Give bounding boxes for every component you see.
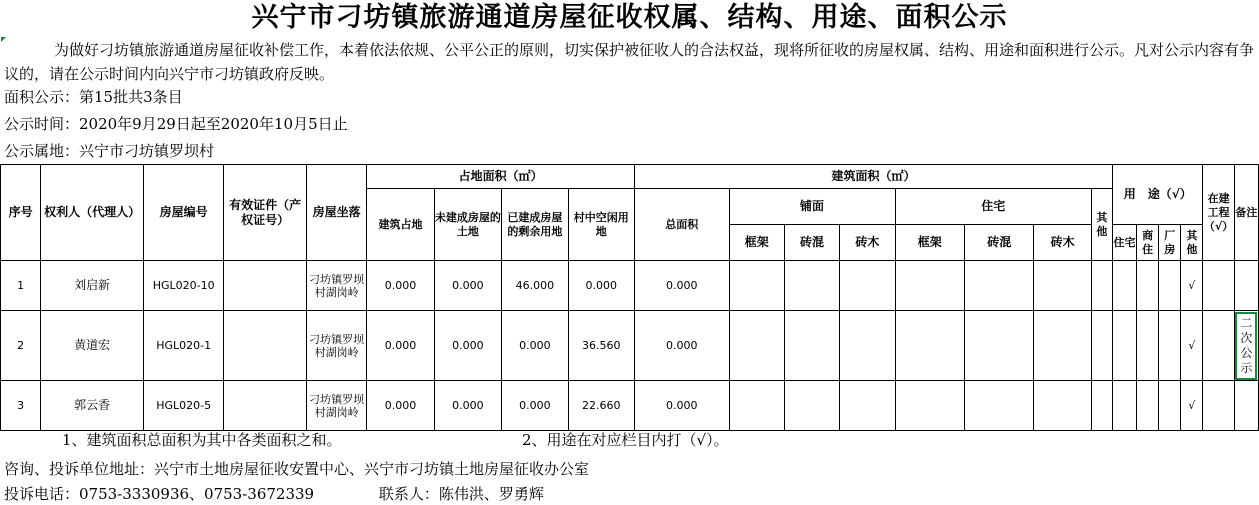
cell-built-remaining: 46.000 [502,261,568,311]
header-built-land: 建筑占地 [367,189,434,261]
header-house-no: 房屋编号 [143,165,224,261]
cell-unbuilt-land: 0.000 [434,311,501,381]
cell-remark [1234,381,1258,431]
cell-seq: 2 [1,311,41,381]
header-usage: 用 途（√） [1112,165,1203,225]
cell-empty [840,381,895,431]
footer-phone: 投诉电话：0753-3330936、0753-3672339 [4,485,315,503]
note-usage: 2、用途在对应栏目内打（√）。 [522,431,729,449]
cell-empty [1137,261,1159,311]
cell-built-remaining: 0.000 [502,311,568,381]
cell-village-space: 0.000 [568,261,634,311]
cell-empty [784,381,839,431]
header-floor-area: 建筑面积（㎡） [634,165,1112,189]
cell-empty [729,381,784,431]
cell-house-no: HGL020-1 [143,311,224,381]
cell-address: 刁坊镇罗坝村湖岗岭 [306,261,366,311]
cell-seq: 1 [1,261,41,311]
cell-empty [840,261,895,311]
header-owner: 权利人（代理人） [41,165,144,261]
period-info: 公示时间：2020年9月29日起至2020年10月5日止 [4,115,348,133]
cell-empty [729,261,784,311]
cell-empty [965,381,1034,431]
cell-empty [1091,311,1112,381]
cell-built-land: 0.000 [367,381,434,431]
cell-empty [965,311,1034,381]
header-usage-other: 其他 [1181,225,1203,261]
cell-remark[interactable] [1234,311,1258,381]
footer-address: 咨询、投诉单位地址：兴宁市土地房屋征收安置中心、兴宁市刁坊镇土地房屋征收办公室 [4,460,590,478]
cell-total: 0.000 [634,261,729,311]
header-unbuilt-land: 未建成房屋的土地 [434,189,501,261]
cell-unbuilt-land: 0.000 [434,381,501,431]
cell-empty [729,311,784,381]
header-usage-commercial: 商住 [1137,225,1159,261]
cell-empty [1034,261,1091,311]
cell-village-space: 36.560 [568,311,634,381]
header-usage-factory: 厂房 [1159,225,1181,261]
cell-remark [1234,261,1258,311]
cell-unbuilt-land: 0.000 [434,261,501,311]
cell-built-land: 0.000 [367,261,434,311]
remark-text: 二次公示 [1235,312,1257,380]
location-info: 公示属地：兴宁市刁坊镇罗坝村 [4,142,215,160]
header-remark: 备注 [1234,165,1258,261]
cell-empty [1034,311,1091,381]
cell-empty [1159,311,1181,381]
cell-empty [1112,311,1136,381]
cell-owner: 刘启新 [41,261,144,311]
cell-house-no: HGL020-10 [143,261,224,311]
cell-total: 0.000 [634,311,729,381]
header-shop-frame: 框架 [729,225,784,261]
header-village-space: 村中空闲用地 [568,189,634,261]
cell-empty [1203,381,1234,431]
cell-built-land: 0.000 [367,311,434,381]
header-res-brick-concrete: 砖混 [965,225,1034,261]
footer-phone-line [4,484,544,504]
table-row [1,381,1259,431]
header-built-remaining: 已建成房屋的剩余用地 [502,189,568,261]
cell-empty [1203,311,1234,381]
cell-empty [1159,381,1181,431]
cell-marker-icon [1,37,6,42]
cell-usage-other: √ [1181,261,1203,311]
cell-empty [1091,381,1112,431]
table-row [1,261,1259,311]
footer-contact: 联系人：陈伟洪、罗勇辉 [378,485,544,503]
note-area: 1、建筑面积总面积为其中各类面积之和。 [62,431,342,449]
header-shop-brick-concrete: 砖混 [784,225,839,261]
header-shop-brick-wood: 砖木 [840,225,895,261]
cell-empty [840,311,895,381]
cell-cert [224,381,307,431]
header-cert: 有效证件（产权证号） [224,165,307,261]
intro-paragraph: 为做好刁坊镇旅游通道房屋征收补偿工作，本着依法依规、公平公正的原则，切实保护被征收人的合法权益，现将所征收的房屋权属、结构、用途和面积进行公示。凡对公示内容有争议的，请在公示时间内向兴宁市刁坊镇政府反映。 [4,41,1255,83]
header-land-area: 占地面积（㎡） [367,165,635,189]
cell-house-no: HGL020-5 [143,381,224,431]
cell-owner: 郭云香 [41,381,144,431]
header-res-frame: 框架 [895,225,964,261]
header-usage-home: 住宅 [1112,225,1136,261]
cell-empty [1137,381,1159,431]
cell-cert [224,311,307,381]
cell-empty [895,311,964,381]
cell-empty [895,261,964,311]
table-row [1,311,1259,381]
cell-empty [895,381,964,431]
cell-empty [784,311,839,381]
cell-address: 刁坊镇罗坝村湖岗岭 [306,311,366,381]
cell-empty [1112,381,1136,431]
header-other: 其他 [1091,189,1112,261]
cell-empty [1137,311,1159,381]
cell-empty [1203,261,1234,311]
cell-seq: 3 [1,381,41,431]
header-total-area: 总面积 [634,189,729,261]
header-address: 房屋坐落 [306,165,366,261]
page-title: 兴宁市刁坊镇旅游通道房屋征收权属、结构、用途、面积公示 [251,2,1008,33]
cell-cert [224,261,307,311]
cell-empty [784,261,839,311]
header-seq: 序号 [1,165,41,261]
cell-address: 刁坊镇罗坝村湖岗岭 [306,381,366,431]
header-res-brick-wood: 砖木 [1034,225,1091,261]
cell-village-space: 22.660 [568,381,634,431]
cell-empty [1091,261,1112,311]
cell-empty [1159,261,1181,311]
cell-usage-other: √ [1181,311,1203,381]
cell-built-remaining: 0.000 [502,381,568,431]
cell-owner: 黄道宏 [41,311,144,381]
cell-empty [965,261,1034,311]
header-residence: 住宅 [895,189,1091,225]
cell-empty [1034,381,1091,431]
batch-info: 面积公示：第15批共3条目 [4,88,183,106]
header-shop: 铺面 [729,189,895,225]
cell-empty [1112,261,1136,311]
cell-usage-other: √ [1181,381,1203,431]
header-in-progress: 在建工程（√） [1203,165,1234,261]
cell-total: 0.000 [634,381,729,431]
expropriation-table [0,164,1259,431]
